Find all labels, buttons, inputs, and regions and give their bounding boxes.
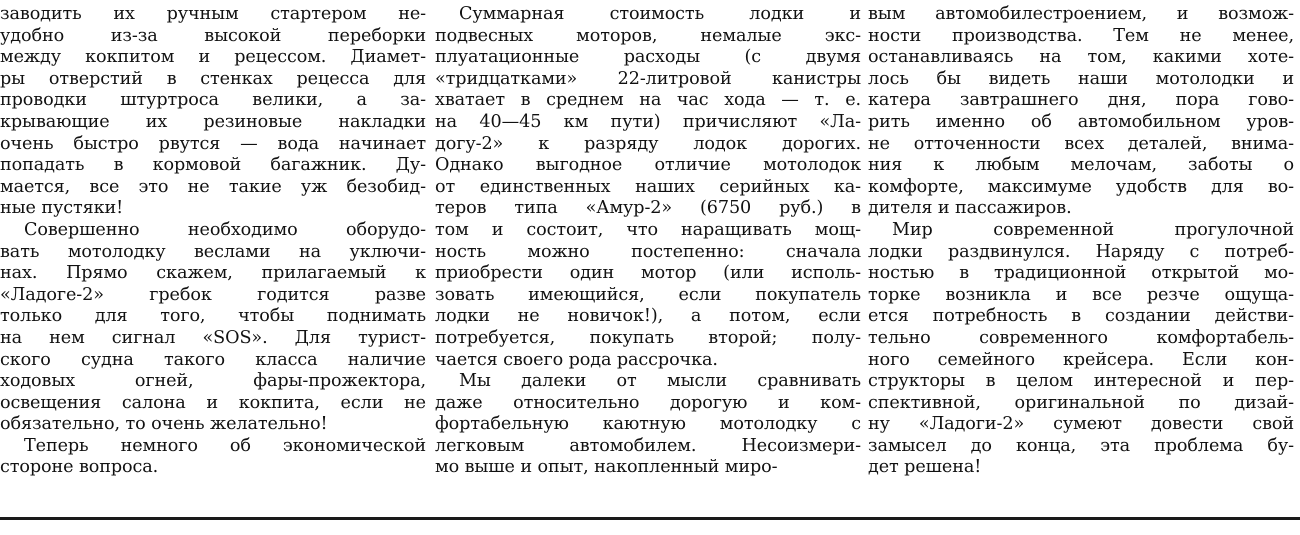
text-line: спективной, оригинальной по дизай- xyxy=(868,392,1294,413)
text-line: на 40—45 км пути) причисляют «Ла- xyxy=(435,111,861,132)
text-line: приобрести один мотор (или исполь- xyxy=(435,263,861,284)
text-line: лось бы видеть наши мотолодки и xyxy=(868,68,1294,89)
text-line: плуатационные расходы (с двумя xyxy=(435,47,861,68)
text-line: удобно из-за высокой переборки xyxy=(0,25,426,46)
text-line: вать мотолодку веслами на уключи- xyxy=(0,241,426,262)
text-line: ностью в традиционной открытой мо- xyxy=(868,263,1294,284)
text-line: лодки раздвинулся. Наряду с потреб- xyxy=(868,241,1294,262)
text-column-2 xyxy=(435,4,861,479)
text-line: ходовых огней, фары-прожектора, xyxy=(0,371,426,392)
text-line: ры отверстий в стенках рецесса для xyxy=(0,68,426,89)
text-line: на нем сигнал «SOS». Для турист- xyxy=(0,327,426,348)
text-line: мается, все это не такие уж безобид- xyxy=(0,176,426,197)
text-line: стороне вопроса. xyxy=(0,457,159,478)
text-line: только для того, чтобы поднимать xyxy=(0,306,426,327)
text-line: лодки не новичок!), а потом, если xyxy=(435,306,861,327)
text-line: Суммарная стоимость лодки и xyxy=(459,4,861,24)
text-line: фортабельную каютную мотолодку с xyxy=(435,414,861,435)
text-line: ность можно постепенно: сначала xyxy=(435,241,861,262)
text-line: рить именно об автомобильном уров- xyxy=(868,111,1294,132)
text-column-3 xyxy=(868,4,1294,479)
text-line: структоры в целом интересной и пер- xyxy=(868,371,1294,392)
bottom-divider-rule xyxy=(0,517,1300,520)
text-line: крывающие их резиновые накладки xyxy=(0,111,426,132)
text-line: том и состоит, что наращивать мощ- xyxy=(435,219,861,240)
text-line: «Ладоге-2» гребок годится разве xyxy=(0,284,426,305)
text-line: дет решена! xyxy=(868,457,982,478)
text-line: зовать имеющийся, если покупатель xyxy=(435,284,861,305)
text-line: проводки штуртроса велики, а за- xyxy=(0,90,426,111)
text-line: потребуется, покупать второй; полу- xyxy=(435,327,861,348)
text-line: теров типа «Амур-2» (6750 руб.) в xyxy=(435,198,861,219)
text-line: подвесных моторов, немалые экс- xyxy=(435,25,861,46)
text-line: замысел до конца, эта проблема бу- xyxy=(868,435,1294,456)
text-line: ется потребность в создании действи- xyxy=(868,306,1294,327)
text-line: дителя и пассажиров. xyxy=(868,198,1072,219)
text-line: от единственных наших серийных ка- xyxy=(435,176,861,197)
text-line: останавливаясь на том, какими хоте- xyxy=(868,47,1294,68)
text-line: попадать в кормовой багажник. Ду- xyxy=(0,155,426,176)
text-line: Теперь немного об экономической xyxy=(24,435,426,456)
text-column-1 xyxy=(0,4,426,479)
text-line: заводить их ручным стартером не- xyxy=(0,4,426,24)
text-line: освещения салона и кокпита, если не xyxy=(0,392,426,413)
text-line: Мир современной прогулочной xyxy=(892,219,1294,240)
text-line: между кокпитом и рецессом. Диамет- xyxy=(0,47,426,68)
text-line: катера завтрашнего дня, пора гово- xyxy=(868,90,1294,111)
text-line: обязательно, то очень желательно! xyxy=(0,414,328,435)
text-line: Совершенно необходимо оборудо- xyxy=(24,219,426,240)
text-line: вым автомобилестроением, и возмож- xyxy=(868,4,1294,24)
text-line: тельно современного комфортабель- xyxy=(868,327,1294,348)
text-line: ния к любым мелочам, заботы о xyxy=(868,155,1294,176)
text-line: догу-2» к разряду лодок дорогих. xyxy=(435,133,861,154)
text-line: чается своего рода рассрочка. xyxy=(435,349,718,370)
text-line: комфорте, максимуме удобств для во- xyxy=(868,176,1294,197)
text-line: ные пустяки! xyxy=(0,198,124,219)
text-line: торке возникла и все резче ощуща- xyxy=(868,284,1294,305)
text-line: «тридцатками» 22-литровой канистры xyxy=(435,68,861,89)
text-line: легковым автомобилем. Несоизмери- xyxy=(435,435,861,456)
text-line: Однако выгодное отличие мотолодок xyxy=(435,155,861,176)
text-line: очень быстро рвутся — вода начинает xyxy=(0,133,426,154)
text-line: даже относительно дорогую и ком- xyxy=(435,392,861,413)
text-line: нах. Прямо скажем, прилагаемый к xyxy=(0,263,426,284)
text-line: хватает в среднем на час хода — т. е. xyxy=(435,90,861,111)
text-line: мо выше и опыт, накопленный миро- xyxy=(435,457,778,478)
text-line: ного семейного крейсера. Если кон- xyxy=(868,349,1294,370)
text-line: ского судна такого класса наличие xyxy=(0,349,426,370)
text-line: ности производства. Тем не менее, xyxy=(868,25,1294,46)
text-line: Мы далеки от мысли сравнивать xyxy=(459,371,861,392)
text-line: ну «Ладоги-2» сумеют довести свой xyxy=(868,414,1294,435)
text-line: не отточенности всех деталей, внима- xyxy=(868,133,1294,154)
